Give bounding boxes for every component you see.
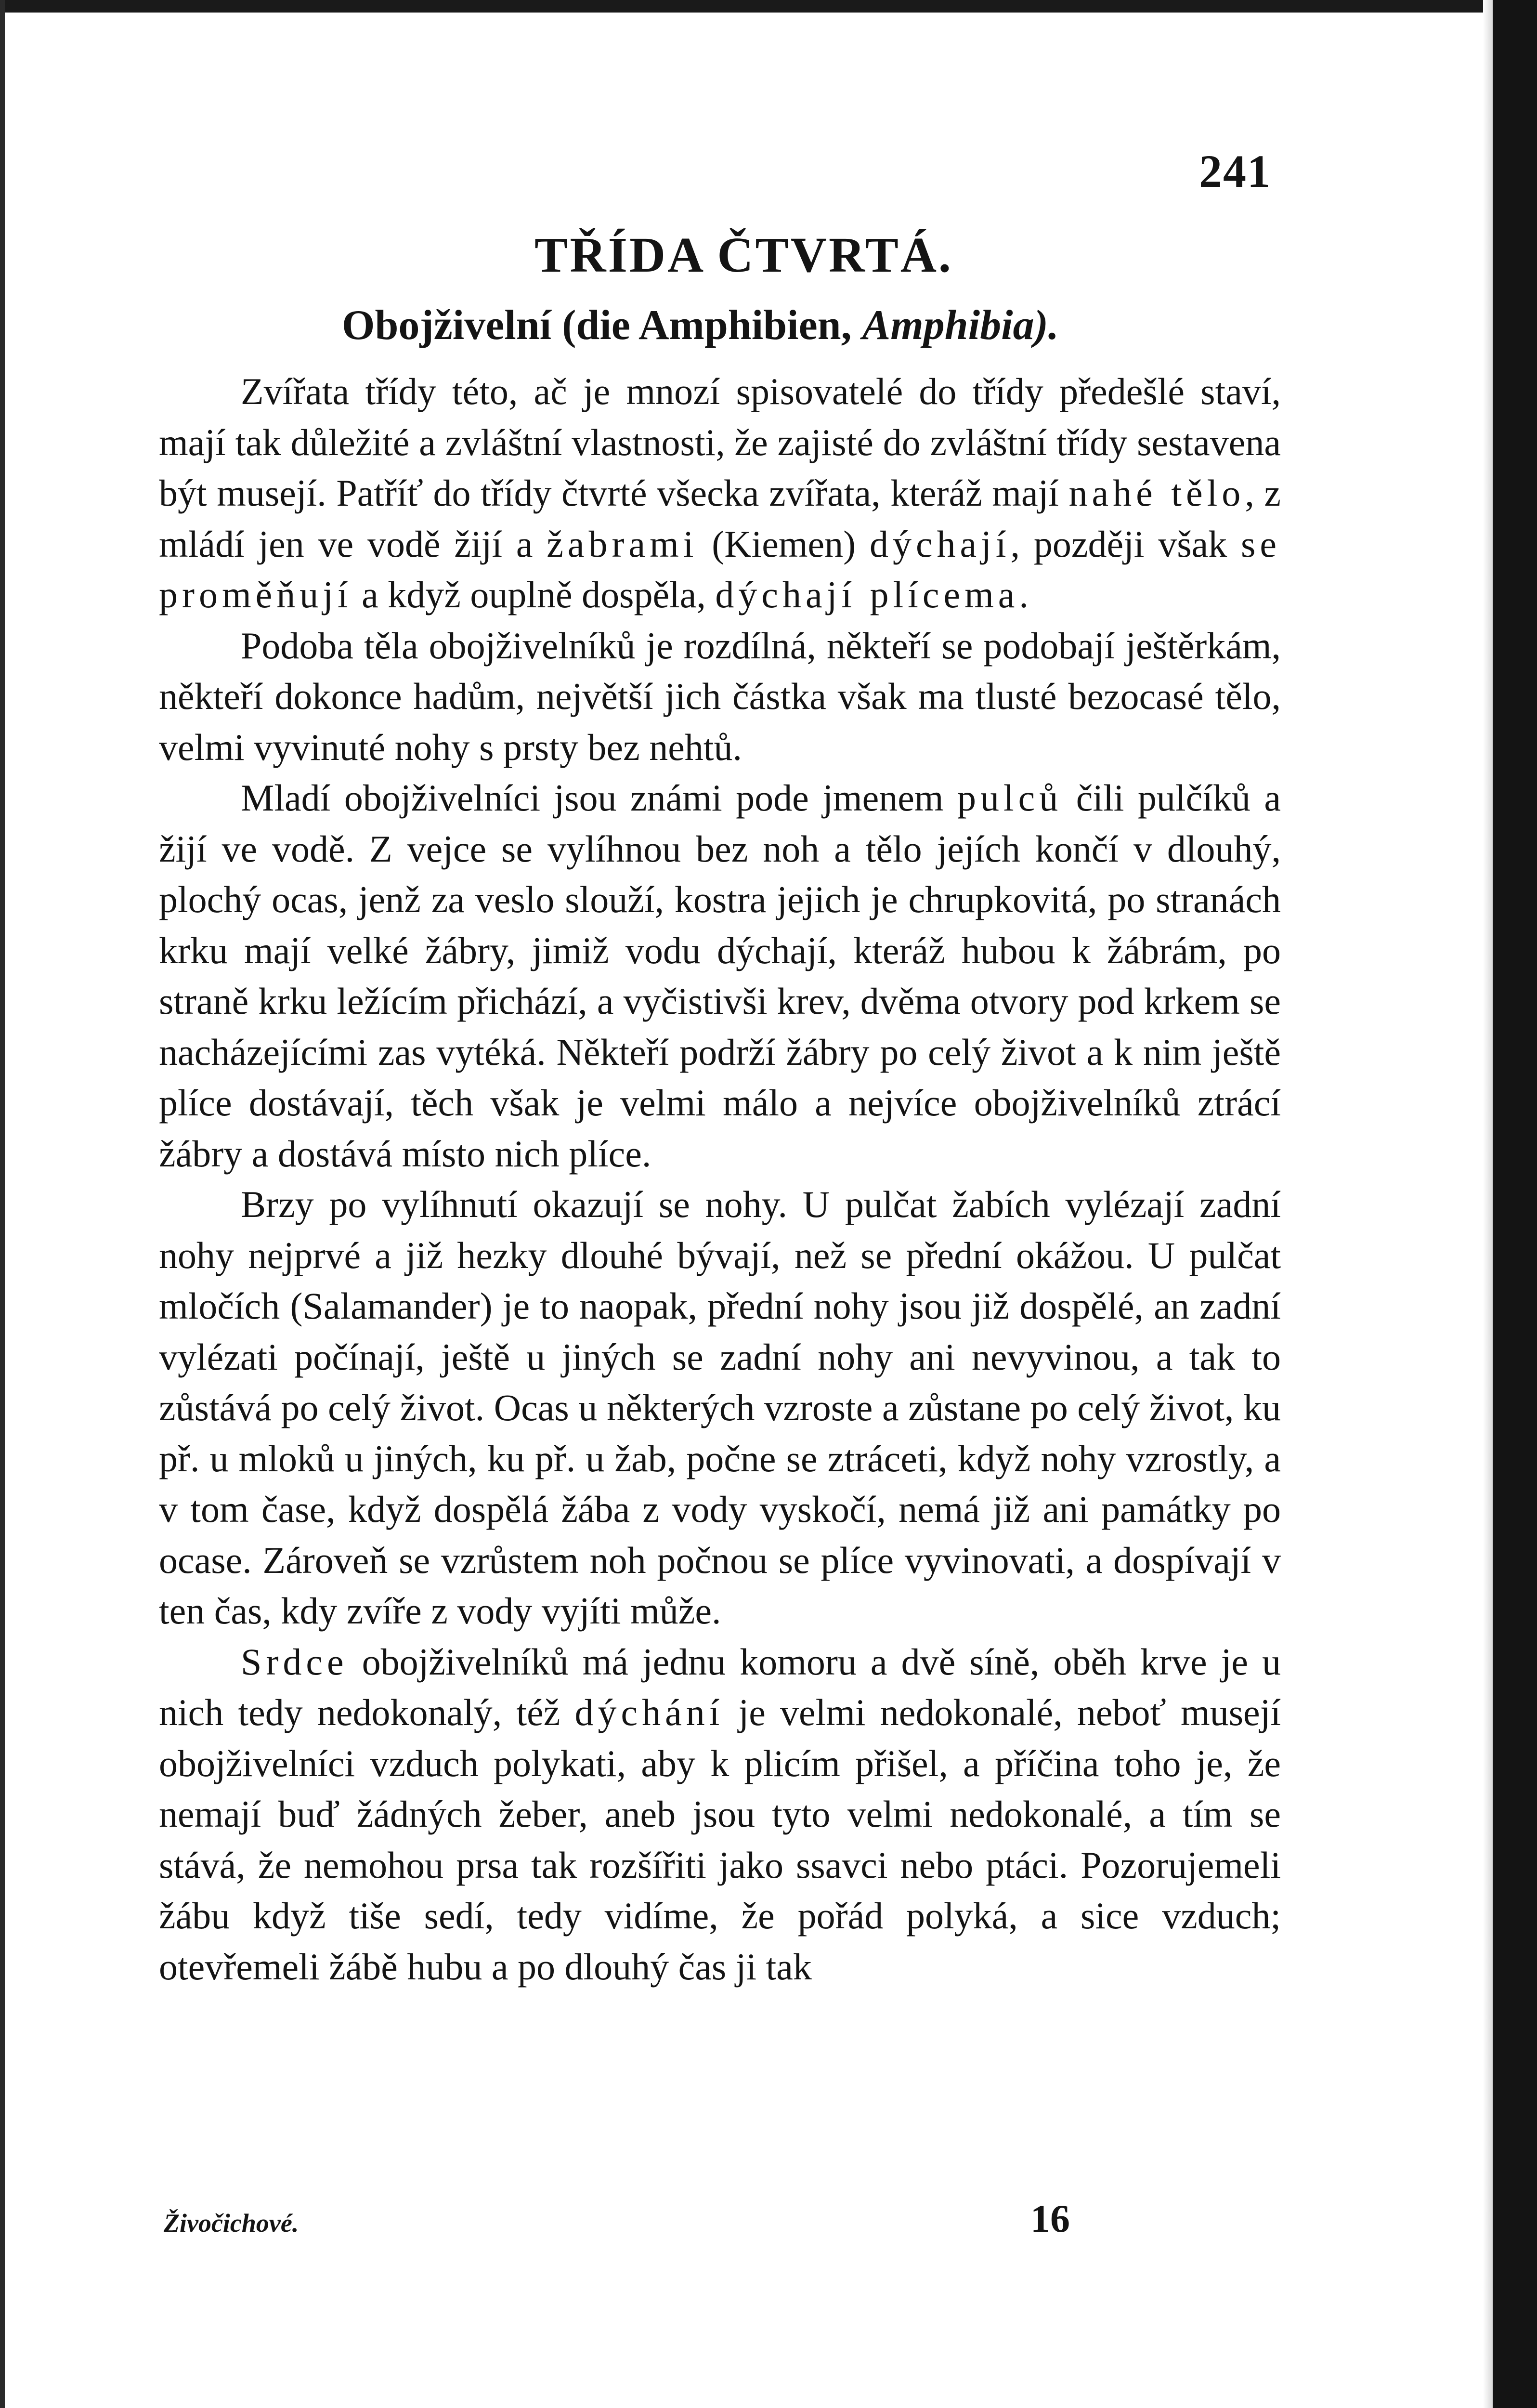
p5-emphasis-srdce: Srdce	[241, 1640, 348, 1683]
p1-text-a: Zvířata třídy této, ač je mnozí spisovatelé do třídy předešlé staví, mají tak důležité a zvláštní vlastnosti, že zajisté do zvláštní třídy sestavena být musejí. Patříť do třídy čtvrté všecka zvířata, kteráž mají	[159, 370, 1281, 514]
p1-text-g: , později však	[1010, 523, 1241, 565]
p1-text-i: a když ouplně dospěla,	[352, 574, 716, 615]
p1-text-k: .	[1019, 574, 1029, 615]
paragraph-1	[159, 366, 1281, 620]
paragraph-2: Podoba těla obojživelníků je rozdílná, někteří se podobají ještěrkám, někteří dokonce hadům, největší jich částka však ma tlusté bezocasé tělo, velmi vyvinuté nohy s prsty bez nehtů.	[159, 624, 1281, 768]
chapter-title: TŘÍDA ČTVRTÁ.	[534, 227, 953, 283]
body-text	[159, 366, 1281, 1992]
p5-text-d: je velmi nedokonalé, neboť musejí obojživelníci vzduch polykati, aby k plicím přišel, a příčina toho je, že nemají buď žádných žeber, aneb jsou tyto velmi nedokonalé, a tím se stává, že nemohou prsa tak rozšířiti jako ssavci nebo ptáci. Pozorujemeli žábu když tiše sedí, tedy vidíme, že pořád polyká, a sice vzduch; otevřemeli žábě hubu a po dlouhý čas ji tak	[159, 1691, 1281, 1988]
scan-edge-left	[0, 0, 5, 2408]
page-gutter-shadow	[1483, 0, 1493, 2408]
subtitle-czech: Obojživelní	[342, 302, 552, 349]
p1-emphasis-dychaji: dýchají	[869, 523, 1011, 565]
paragraph-3	[159, 772, 1281, 1179]
p3-text-a: Mladí obojživelníci jsou známi pode jmenem	[241, 777, 957, 819]
p5-emphasis-dychani: dýchání	[574, 1691, 724, 1733]
p1-text-c: , z mládí jen ve vodě žijí a	[159, 472, 1281, 565]
page-number: 241	[1199, 145, 1271, 197]
p5-text-b: obojživelníků má jednu komoru a dvě síně, oběh krve je u nich tedy nedokonalý, též	[159, 1640, 1281, 1733]
p3-emphasis-pulcu: pulců	[957, 777, 1063, 819]
paragraph-4: Brzy po vylíhnutí okazují se nohy. U pulčat žabích vylézají zadní nohy nejprvé a již hezky dlouhé bývají, než se přední okážou. U pulčat mločích (Salamander) je to naopak, přední nohy jsou již dospělé, an zadní vylézati počínají, ještě u jiných se zadní nohy ani nevyvinou, a tak to zůstává po celý život. Ocas u některých vzroste a zůstane po celý život, ku př. u mloků u jiných, ku př. u žab, počne se ztráceti, když nohy vzrostly, a v tom čase, když dospělá žába z vody vyskočí, nemá již ani památky po ocase. Zároveň se vzrůstem noh počnou se plíce vyvinovati, a dospívají v ten čas, kdy zvíře z vody vyjíti může.	[159, 1183, 1281, 1632]
p1-emphasis-nahe-telo: nahé tělo	[1068, 472, 1245, 514]
p1-text-e: (Kiemen)	[698, 523, 870, 565]
footer-signature: Živočichové.	[164, 2209, 299, 2238]
p1-emphasis-se-promenuji: se proměňují	[159, 523, 1281, 615]
subtitle-german: (die Amphibien,	[562, 302, 852, 349]
p1-emphasis-zabrami: žabrami	[547, 523, 698, 565]
p1-emphasis-dychaji-plicema: dýchají plícema	[715, 574, 1019, 615]
scan-edge-top	[0, 0, 1537, 13]
p3-text-c: čili pulčíků a žijí ve vodě. Z vejce se vylíhnou bez noh a tělo jejích končí v dlouhý, plochý ocas, jenž za veslo slouží, kostra jejich je chrupkovitá, po stranách krku mají velké žábry, jimiž vodu dýchají, kteráž hubou k žábrám, po straně krku ležícím přichází, a vyčistivši krev, dvěma otvory pod krkem se nacházejícími zas vytéká. Někteří podrží žábry po celý život a k nim ještě plíce dostávají, těch však je velmi málo a nejvíce obojživelníků ztrácí žábry a dostává místo nich plíce.	[159, 777, 1281, 1175]
paragraph-5	[159, 1636, 1281, 1992]
scan-edge-right	[1493, 0, 1537, 2408]
chapter-subtitle	[342, 301, 1059, 350]
subtitle-latin: Amphibia).	[862, 302, 1059, 349]
footer-sheet-number: 16	[1030, 2197, 1070, 2240]
